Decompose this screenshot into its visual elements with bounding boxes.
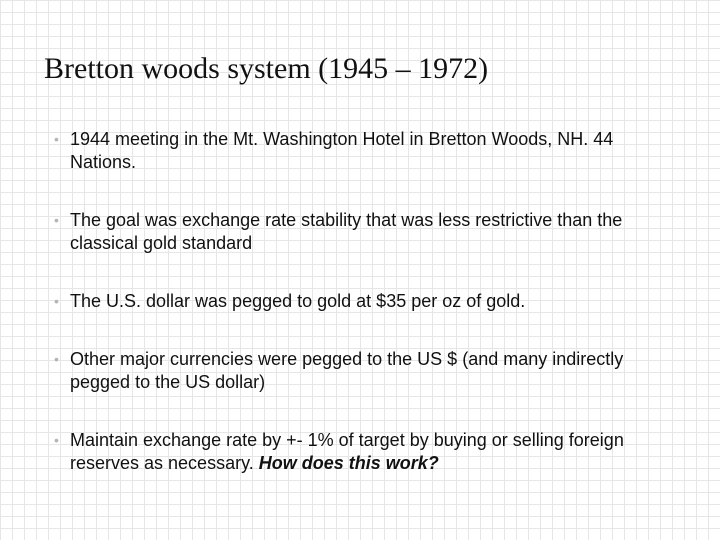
bullet-dot-icon: • [54,131,59,147]
bullet-item-4 [54,348,654,394]
bullet-dot-icon: • [54,212,59,228]
bullet-text: 1944 meeting in the Mt. Washington Hotel in Bretton Woods, NH. 44 Nations. [70,129,614,172]
bullet-item-2 [54,209,654,255]
bullet-dot-icon: • [54,293,59,309]
bullet-text: The goal was exchange rate stability that was less restrictive than the classical gold standard [70,210,623,253]
bullet-item-5 [54,429,654,475]
bullet-text: The U.S. dollar was pegged to gold at $35 per oz of gold. [70,291,526,311]
bullet-text: Other major currencies were pegged to the US $ (and many indirectly pegged to the US dollar) [70,349,624,392]
bullet-dot-icon: • [54,351,59,367]
bullet-emphasis-question: How does this work? [258,453,439,473]
bullet-list [54,128,654,510]
bullet-item-3 [54,290,654,313]
bullet-dot-icon: • [54,432,59,448]
bullet-item-1 [54,128,654,174]
slide-title: Bretton woods system (1945 – 1972) [44,52,489,85]
bullet-text: Maintain exchange rate by +- 1% of target by buying or selling foreign reserves as necessary. [70,430,624,473]
